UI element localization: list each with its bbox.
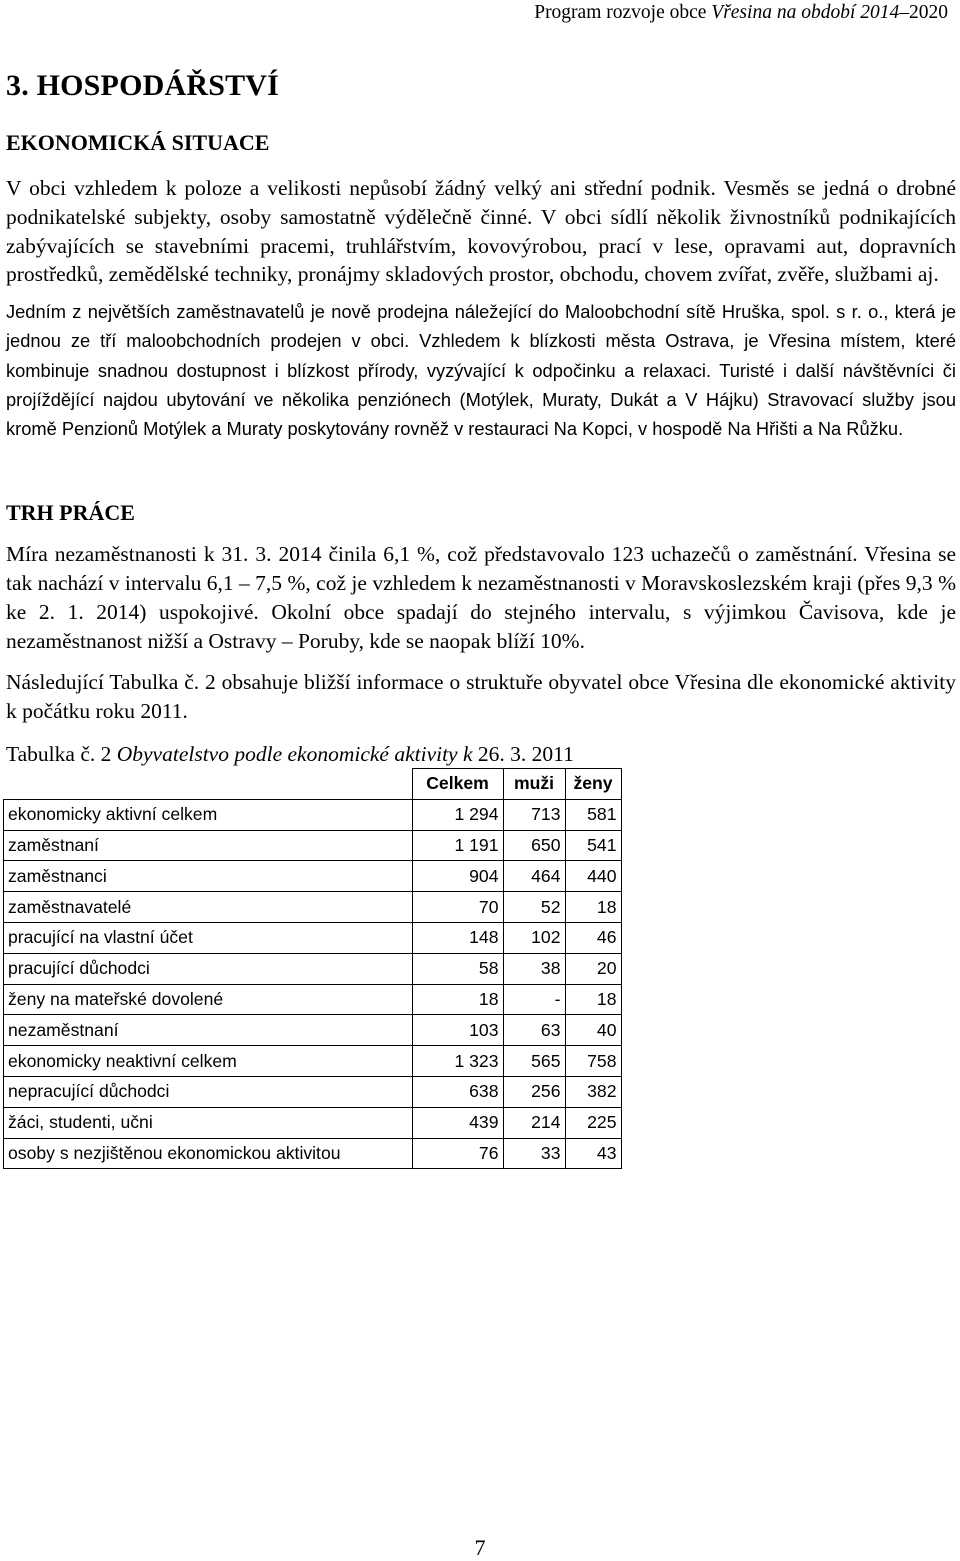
cell-celkem: 1 323 [412,1046,503,1077]
column-header-zeny: ženy [565,768,621,799]
cell-zeny: 43 [565,1138,621,1169]
economic-paragraph-1: V obci vzhledem k poloze a velikosti nepůsobí žádný velký ani střední podnik. Vesměs se jedná o drobné podnikatelské subjekty, osoby samostatně výdělečně činné. V obci sídlí několik živnostníků podnikajících zabývajících se stavebními pracemi, truhlářstvím, kovovýrobou, prací v lese, opravami aut, dopravních prostředků, zemědělské techniky, pronájmy skladových prostor, obchodu, chovem zvířat, zvěře, službami aj. [6,176,956,287]
table-caption-prefix: Tabulka č. 2 [6,741,117,766]
chapter-title: 3. HOSPODÁŘSTVÍ [6,69,280,102]
running-header-suffix: 2020 [909,2,948,23]
cell-muzi: 38 [503,953,565,984]
table-row [4,1107,622,1138]
cell-zeny: 225 [565,1107,621,1138]
table-header-row [4,768,622,799]
row-label: žáci, studenti, učni [4,1107,413,1138]
labor-paragraph-2: Následující Tabulka č. 2 obsahuje bližší informace o struktuře obyvatel obce Vřesina dle ekonomické aktivity k počátku roku 2011. [6,670,956,724]
row-label: ekonomicky aktivní celkem [4,799,413,830]
labor-paragraph-1: Míra nezaměstnanosti k 31. 3. 2014 činila 6,1 %, což představovalo 123 uchazečů o zaměstnání. Vřesina se tak nachází v intervalu 6,1 – 7,5 %, což je vzhledem k nezaměstnanosti v Moravskoslezském kraji (přes 9,3 % ke 2. 1. 2014) uspokojivé. Okolní obce spadají do stejného intervalu, s výjimkou Čavisova, kde je nezaměstnanost nižší a Ostravy – Poruby, kde se naopak blíží 10%. [6,542,956,653]
column-header-celkem: Celkem [412,768,503,799]
row-label: pracující na vlastní účet [4,922,413,953]
cell-muzi: 102 [503,922,565,953]
cell-zeny: 541 [565,830,621,861]
cell-zeny: 46 [565,922,621,953]
cell-zeny: 581 [565,799,621,830]
row-label: ženy na mateřské dovolené [4,984,413,1015]
cell-muzi: 464 [503,861,565,892]
row-label: zaměstnaní [4,830,413,861]
cell-muzi: 650 [503,830,565,861]
cell-celkem: 1 294 [412,799,503,830]
cell-zeny: 40 [565,1015,621,1046]
table-row [4,953,622,984]
row-label: zaměstnanci [4,861,413,892]
row-label: osoby s nezjištěnou ekonomickou aktivitou [4,1138,413,1169]
table-row [4,799,622,830]
cell-muzi: 214 [503,1107,565,1138]
cell-celkem: 70 [412,892,503,923]
cell-zeny: 20 [565,953,621,984]
cell-celkem: 1 191 [412,830,503,861]
cell-celkem: 904 [412,861,503,892]
labor-market-heading: TRH PRÁCE [6,500,135,526]
table-body [4,799,622,1169]
page-content [6,66,956,1169]
table-header-blank [4,768,413,799]
running-header-dash: – [899,2,909,23]
cell-zeny: 758 [565,1046,621,1077]
cell-zeny: 18 [565,892,621,923]
cell-zeny: 18 [565,984,621,1015]
cell-celkem: 103 [412,1015,503,1046]
running-header-italic: Vřesina na období 2014 [711,2,900,23]
cell-celkem: 638 [412,1076,503,1107]
table-row [4,1015,622,1046]
table-caption [6,740,956,768]
economic-activity-table [3,768,622,1169]
table-caption-suffix: 26. 3. 2011 [472,741,574,766]
table-row [4,984,622,1015]
table-row [4,1046,622,1077]
row-label: nezaměstnaní [4,1015,413,1046]
cell-muzi: - [503,984,565,1015]
table-row [4,922,622,953]
cell-celkem: 148 [412,922,503,953]
cell-muzi: 33 [503,1138,565,1169]
cell-muzi: 52 [503,892,565,923]
table-row [4,861,622,892]
column-header-muzi: muži [503,768,565,799]
cell-muzi: 565 [503,1046,565,1077]
running-header [534,2,948,24]
cell-celkem: 76 [412,1138,503,1169]
cell-muzi: 713 [503,799,565,830]
row-label: pracující důchodci [4,953,413,984]
table-caption-italic: Obyvatelstvo podle ekonomické aktivity k [116,741,473,766]
row-label: zaměstnavatelé [4,892,413,923]
cell-zeny: 440 [565,861,621,892]
row-label: ekonomicky neaktivní celkem [4,1046,413,1077]
economic-situation-heading: EKONOMICKÁ SITUACE [6,130,270,155]
cell-celkem: 439 [412,1107,503,1138]
cell-muzi: 256 [503,1076,565,1107]
table-row [4,1076,622,1107]
table-row [4,892,622,923]
running-header-prefix: Program rozvoje obce [534,2,712,23]
cell-zeny: 382 [565,1076,621,1107]
table-row [4,830,622,861]
page-number: 7 [474,1535,486,1560]
cell-celkem: 18 [412,984,503,1015]
cell-celkem: 58 [412,953,503,984]
row-label: nepracující důchodci [4,1076,413,1107]
cell-muzi: 63 [503,1015,565,1046]
table-row [4,1138,622,1169]
economic-paragraph-2: Jedním z největších zaměstnavatelů je nově prodejna náležející do Maloobchodní sítě Hruška, spol. s r. o., která je jednou ze tří maloobchodních prodejen v obci. Vzhledem k blízkosti města Ostrava, je Vřesina místem, které kombinuje snadnou dostupnost i blízkost přírody, vyzývající k odpočinku a relaxaci. Turisté i další návštěvníci či projíždějící najdou ubytování ve několika penziónech (Motýlek, Muraty, Dukát a V Hájku) Stravovací služby jsou kromě Penzionů Motýlek a Muraty poskytovány rovněž v restauraci Na Kopci, v hospodě Na Hřišti a Na Růžku. [6,301,956,439]
